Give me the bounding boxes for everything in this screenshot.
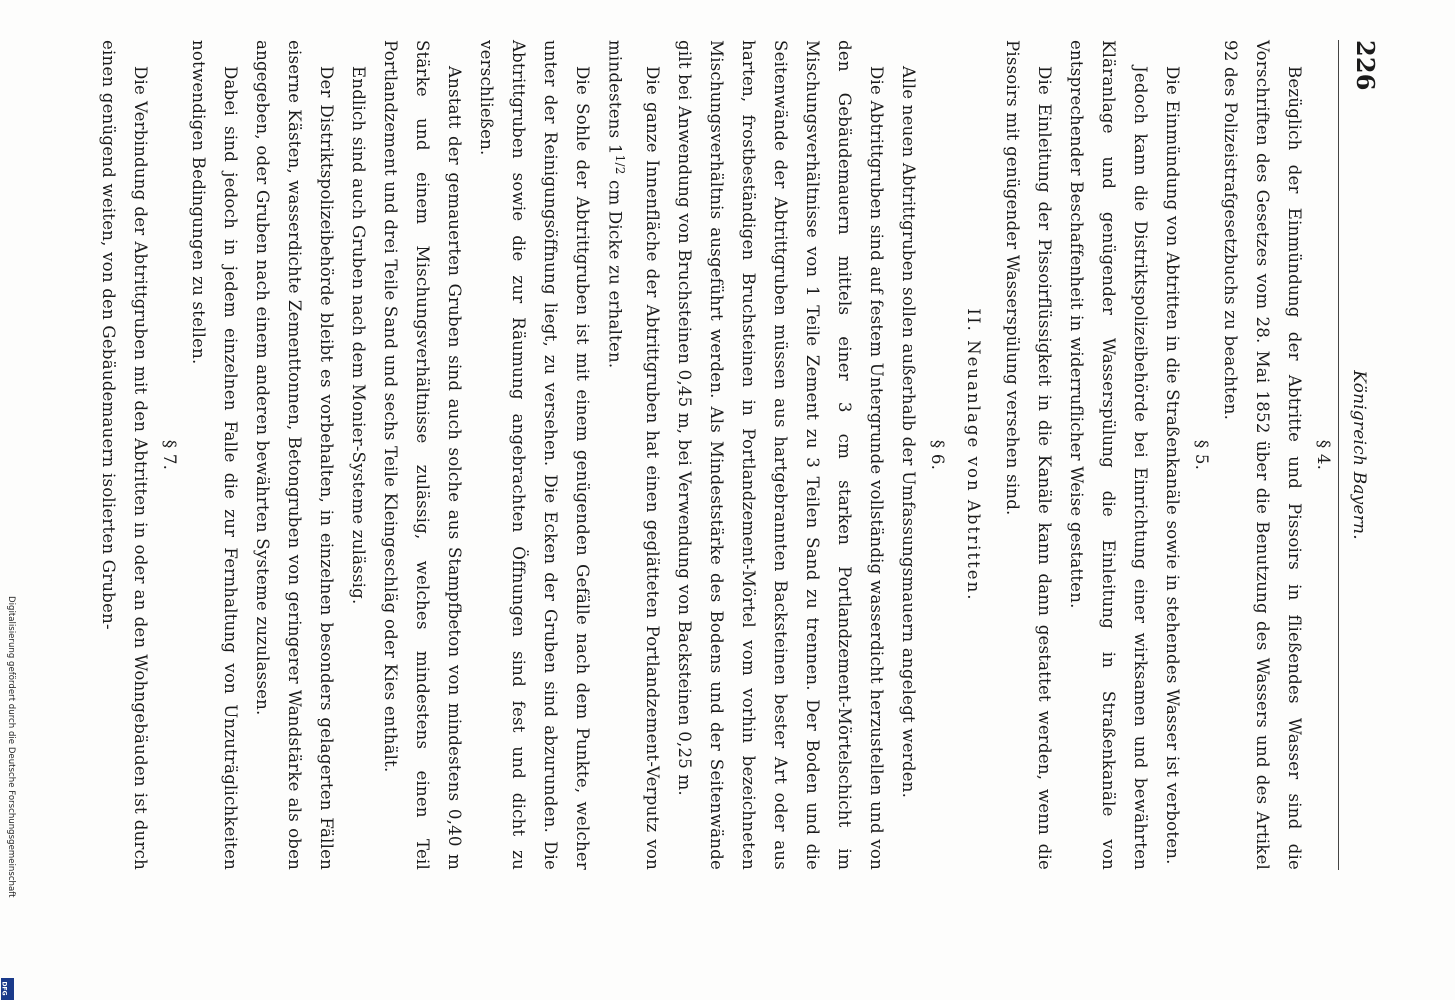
section-7-paragraph-1: Die Verbindung der Abtrittgruben mit den Abtritten in oder an den Wohngebäuden ist durch einen genügend weiten, von den Gebäudemauern isolierten Gruben- [99, 40, 151, 870]
page-header [1338, 40, 1380, 870]
section-6-paragraph-3-b: cm Dicke zu erhalten. [605, 174, 625, 369]
section-5-paragraph-1: Die Einmündung von Abtritten in die Straßenkanäle sowie in stehendes Wasser ist verboten. [1163, 66, 1182, 865]
section-6-paragraph-1: Alle neuen Abtrittgruben sollen außerhalb der Umfassungsmauern angelegt werden. [899, 66, 918, 799]
section-5-paragraph-2: Jedoch kann die Distriktspolizeibehörde bei Einrichtung einer wirksamen und bewährten Kläranlage und genügender Wasserspülung die Einleitung in Straßenkanäle von entsprechender Beschaffenheit in widerruflicher Weise gestatten. [1067, 40, 1150, 870]
section-6-paragraph-6: Endlich sind auch Gruben nach dem Monier-Systeme zulässig. [349, 66, 369, 605]
digitization-note-text: Digitalisierung gefördert durch die Deutsche Forschungsgemeinschaft [6, 596, 16, 898]
section-4-paragraph-1: Bezüglich der Einmündung der Abtritte und Pissoirs in fließendes Wasser sind die Vorschriften des Gesetzes vom 28. Mai 1852 über die Benutzung des Wassers und des Artikel 92 des Polizeistrafgesetzbuchs zu beachten. [1221, 40, 1304, 870]
dfg-logo-text: DFG [0, 981, 8, 996]
section-6-paragraph-5: Anstatt der gemauerten Gruben sind auch solche aus Stampfbeton von mindestens 0,40 m Stärke und einem Mischungsverhältnisse zulässig, welches mindestens einen Teil Portlandzement und drei Teile Sand und sechs Teile Kleingeschläg oder Kies enthält. [381, 40, 465, 870]
document-page [85, 40, 1380, 870]
running-head: Königreich Bayern. [1349, 370, 1369, 540]
section-6-paragraph-4: Die Sohle der Abtrittgruben ist mit einem genügenden Gefälle nach dem Punkte, welcher unter der Reinigungsöffnung liegt, zu versehen. Die Ecken der Gruben sind abzurunden. Die Abtrittgruben sowie die zur Räumung angebrachten Öffnungen sind fest und dicht zu verschließen. [477, 40, 593, 870]
section-5-title: § 5. [1192, 439, 1211, 471]
digitization-note [4, 596, 18, 996]
section-5-paragraph-3: Die Einleitung der Pissoirflüssigkeit in die Kanäle kann dann gestattet werden, wenn die Pissoirs mit genügender Wasserspülung versehen sind. [1003, 40, 1054, 870]
section-6-paragraph-3-a: Die ganze Innenfläche der Abtrittgruben hat einen geglätteten Portlandzement-Verputz von mindestens 1 [605, 40, 662, 870]
section-6-paragraph-8: Dabei sind jedoch in jedem einzelnen Falle die zur Fernhaltung von Unzuträglichkeiten notwendigen Bedingungen zu stellen. [189, 40, 241, 870]
dfg-logo [1, 978, 14, 1000]
section-6-title: § 6. [928, 439, 947, 471]
section-6-paragraph-7: Der Distriktspolizeibehörde bleibt es vorbehalten, in einzelnen besonders gelagerten Fällen eiserne Kästen, wasserdichte Zementtonnen, Betongruben von geringerer Wandstärke als oben angegeben, oder Gruben nach einem anderen bewährten Systeme zuzulassen. [253, 40, 337, 870]
section-6-paragraph-3 [598, 40, 668, 870]
section-6-paragraph-2: Die Abtrittgruben sind auf festem Untergrunde vollständig wasserdicht herzustellen und von den Gebäudemauern mittels einer 3 cm starken Portlandzement-Mörtelschicht im Mischungsverhältnisse von 1 Teile Zement zu 3 Teilen Sand zu trennen. Der Boden und die Seitenwände der Abtrittgruben müssen aus hartgebrannten Backsteinen bester Art oder aus harten, frostbeständigen Bruchsteinen in Portlandzement-Mörtel vom vorhin bezeichneten Mischungsverhältnis ausgeführt werden. Als Mindeststärke des Bodens und der Seitenwände gilt bei Anwendung von Bruchsteinen 0,45 m, bei Verwendung von Backsteinen 0,25 m. [675, 40, 886, 870]
fraction-one-half: 1/2 [613, 154, 627, 175]
page-number: 226 [1351, 40, 1380, 91]
part-2-title: II. Neuanlage von Abtritten. [964, 308, 983, 602]
section-4-title: § 4. [1314, 439, 1333, 471]
section-7-title: § 7. [160, 439, 180, 471]
